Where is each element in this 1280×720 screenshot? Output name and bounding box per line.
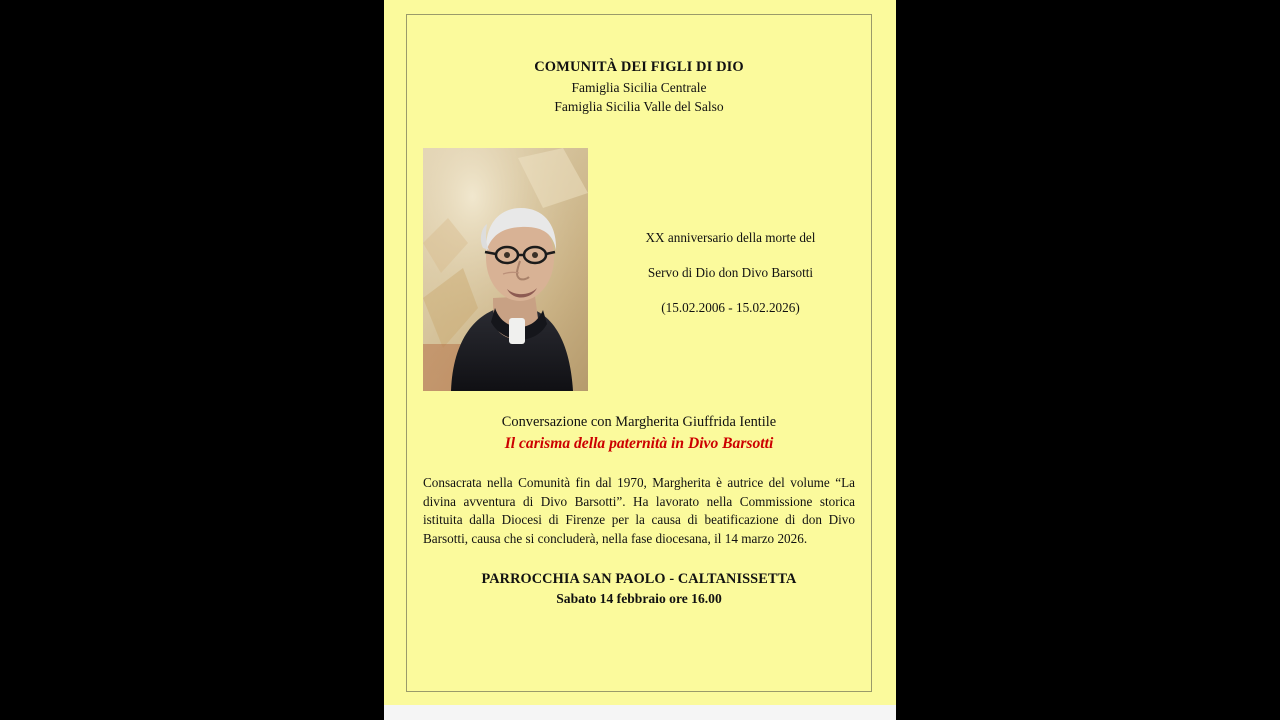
portrait-illustration [423, 148, 588, 391]
speaker-line: Conversazione con Margherita Giuffrida Ientile [501, 413, 777, 430]
anniversary-dates: (15.02.2006 - 15.02.2026) [661, 299, 800, 315]
anniversary-line-2: Servo di Dio don Divo Barsotti [647, 264, 814, 280]
flyer-document [384, 0, 896, 705]
flyer-header [407, 15, 871, 116]
talk-title: Il carisma della paternità in Divo Barsotti [504, 434, 774, 452]
anniversary-block [603, 221, 858, 326]
organization-line-2: Famiglia Sicilia Centrale [571, 79, 707, 95]
organization-title: COMUNITÀ DEI FIGLI DI DIO [534, 59, 744, 75]
portrait-photo [423, 148, 588, 391]
page-bottom-strip [384, 705, 896, 720]
flyer-border-frame [406, 14, 872, 692]
speaker-biography: Consacrata nella Comunità fin dal 1970, Margherita è autrice del volume “La divina avventura di Divo Barsotti”. Ha lavorato nella Commissione storica istituita dalla Diocesi di Firenze per la causa di beatificazione di don Divo Barsotti, causa che si concluderà, nella fase diocesana, il 14 marzo 2026. [423, 474, 855, 547]
portrait-and-anniversary [407, 148, 871, 394]
anniversary-line-1: XX anniversario della morte del [645, 229, 816, 245]
datetime-line: Sabato 14 febbraio ore 16.00 [556, 590, 722, 606]
venue-line: PARROCCHIA SAN PAOLO - CALTANISSETTA [481, 570, 797, 587]
organization-line-3: Famiglia Sicilia Valle del Salso [554, 98, 724, 114]
